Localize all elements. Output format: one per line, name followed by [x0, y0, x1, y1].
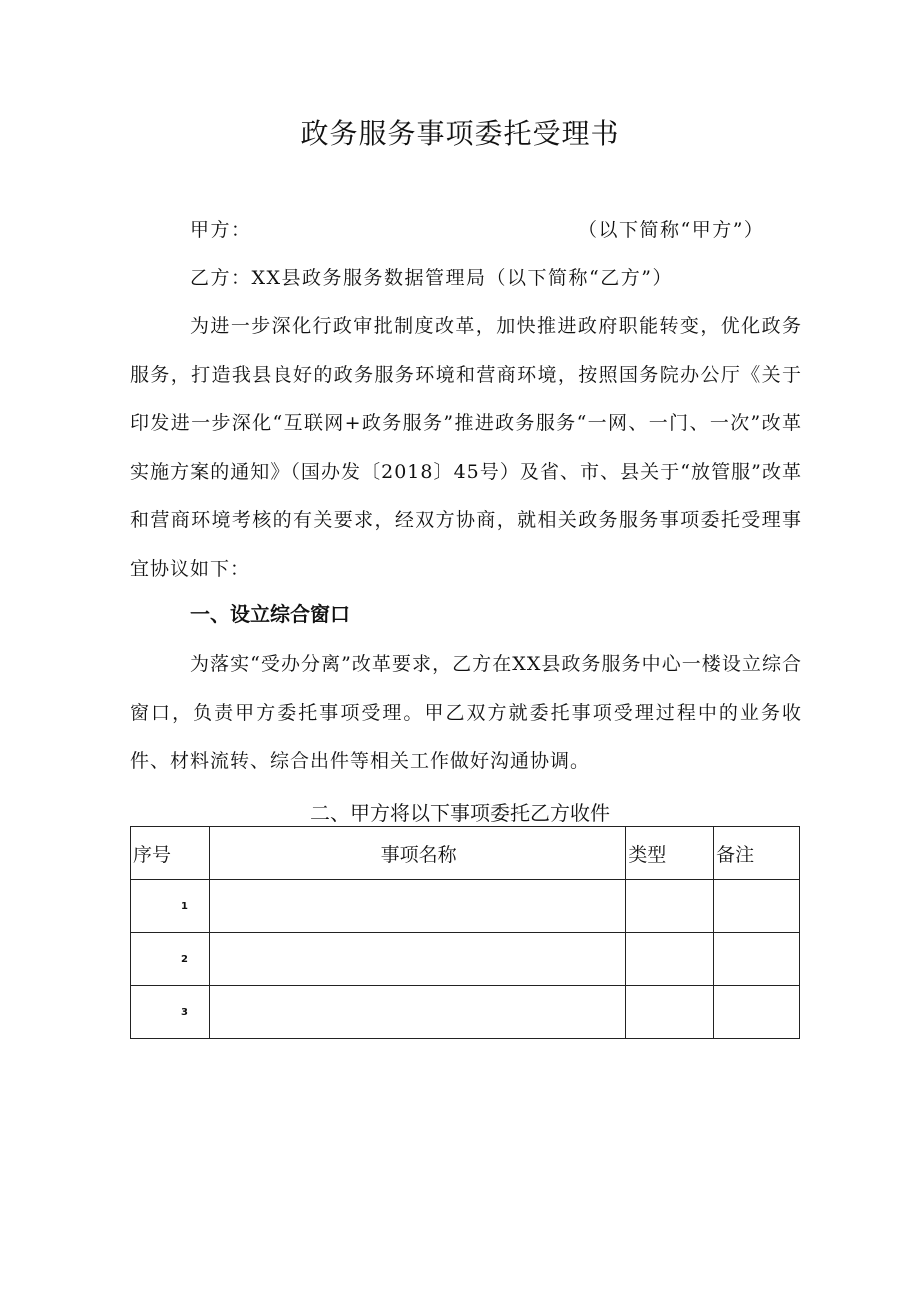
document-title: 政务服务事项委托受理书 — [300, 117, 620, 150]
header-no: 序号 — [131, 827, 210, 880]
section-2-heading: 二、甲方将以下事项委托乙方收件 — [310, 801, 610, 825]
header-remark: 备注 — [714, 827, 800, 880]
row-type — [626, 986, 714, 1039]
section-1-body: 为落实“受办分离”改革要求，乙方在XX县政务服务中心一楼设立综合窗口，负责甲方委托事项受理。甲乙双方就委托事项受理过程中的业务收件、材料流转、综合出件等相关工作做好沟通协调。 — [130, 653, 802, 773]
party-a-note: （以下简称“甲方”） — [578, 219, 765, 241]
party-a-label: 甲方： — [190, 219, 252, 241]
table-row — [131, 880, 800, 933]
row-remark — [714, 933, 800, 986]
delegated-items-table — [130, 826, 800, 1039]
row-no: 2 — [131, 933, 210, 986]
row-no: 3 — [131, 986, 210, 1039]
header-item-name: 事项名称 — [209, 827, 625, 880]
table-header-row — [131, 827, 800, 880]
row-no: 1 — [131, 880, 210, 933]
header-type: 类型 — [626, 827, 714, 880]
party-b-line: 乙方：XX县政务服务数据管理局（以下简称“乙方”） — [190, 267, 673, 289]
row-remark — [714, 986, 800, 1039]
section-1-heading: 一、设立综合窗口 — [190, 602, 350, 626]
row-item-name — [209, 880, 625, 933]
row-item-name — [209, 986, 625, 1039]
table-row — [131, 933, 800, 986]
intro-paragraph: 为进一步深化行政审批制度改革，加快推进政府职能转变，优化政务服务，打造我县良好的政务服务环境和营商环境，按照国务院办公厅《关于印发进一步深化“互联网+政务服务”推进政务服务“一网、一门、一次”改革实施方案的通知》（国办发〔2018〕45号）及省、市、县关于“放管服”改革和营商环境考核的有关要求，经双方协商，就相关政务服务事项委托受理事宜协议如下： — [130, 315, 802, 580]
table-row — [131, 986, 800, 1039]
row-type — [626, 933, 714, 986]
row-remark — [714, 880, 800, 933]
row-type — [626, 880, 714, 933]
row-item-name — [209, 933, 625, 986]
